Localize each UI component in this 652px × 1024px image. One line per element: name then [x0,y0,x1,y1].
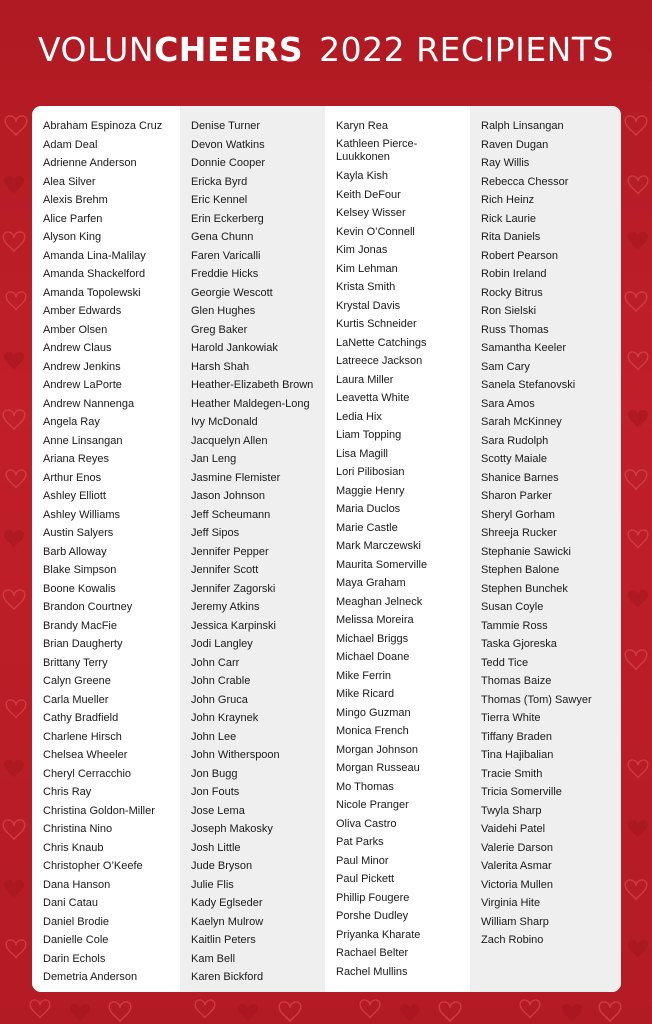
heart-icon [70,1004,90,1022]
heart-icon [4,176,24,194]
recipient-name: Ralph Linsangan [481,120,564,132]
heart-icon [3,232,25,251]
recipient-name: Tricia Somerville [481,786,562,798]
recipient-name: Rachel Mullins [336,965,408,978]
recipient-name: Karyn Rea [336,120,388,132]
recipient-name: Danielle Cole [43,934,109,946]
recipient-name: Adrienne Anderson [43,157,137,169]
recipient-name: Ron Sielski [481,305,537,317]
heart-icon [628,352,648,370]
recipient-name: Vaidehi Patel [481,823,546,835]
recipient-name: Brandon Courtney [43,601,133,613]
recipient-name: Rita Daniels [481,231,541,243]
recipient-name: Latreece Jackson [336,355,423,367]
heart-icon [625,470,647,489]
recipient-name: Valerie Darson [481,841,553,854]
recipient-name: Jon Fouts [191,786,240,798]
heart-icon [625,880,647,899]
recipient-name: Liam Topping [336,429,402,441]
recipient-name: Andrew Claus [43,342,112,354]
heart-icon [4,760,24,778]
heart-icon [360,1000,380,1018]
recipient-name: Alice Parfen [43,212,103,225]
recipient-name: Brandy MacFie [43,619,117,632]
recipient-name: Jennifer Scott [191,564,259,576]
recipient-name: Rocky Bitrus [481,286,543,299]
recipient-name: Amber Edwards [43,305,122,317]
recipient-name: Amber Olsen [43,323,108,336]
heart-icon [195,1000,215,1018]
recipient-name: Harold Jankowiak [191,342,278,354]
recipient-name: Dana Hanson [43,878,111,891]
recipient-name: Robin Ireland [481,268,547,280]
recipient-name: Laura Miller [336,373,394,386]
recipient-name: Ericka Byrd [191,175,248,188]
heart-icon [628,940,648,958]
recipient-name: Alyson King [43,231,102,243]
recipient-name: Amanda Shackelford [43,268,146,280]
recipient-name: Carla Mueller [43,693,109,706]
recipient-name: Heather Maldegen-Long [191,397,310,410]
recipient-name: Monica French [336,725,409,737]
recipient-name: Denise Turner [191,120,261,132]
recipient-name: Charlene Hirsch [43,730,122,743]
recipient-name: John Crable [191,675,251,687]
heart-icon [520,1000,540,1018]
recipient-name: Amanda Topolewski [43,286,141,299]
heart-icon [625,116,647,135]
recipient-name: Russ Thomas [481,323,549,336]
recipient-name: Barb Alloway [43,545,107,558]
recipient-name: Greg Baker [191,323,248,336]
recipient-name: Kaelyn Mulrow [191,915,264,928]
title-cheers: CHEERS [154,30,304,69]
recipient-name: Morgan Johnson [336,743,418,756]
recipient-name: Kevin O’Connell [336,225,415,238]
heart-icon [628,410,648,428]
recipient-name: Mike Ricard [336,688,395,700]
recipient-name: Michael Briggs [336,632,409,645]
recipient-name: Leavetta White [336,392,410,404]
heart-icon [628,176,648,194]
recipient-name: Twyla Sharp [481,804,542,817]
recipient-name: Ray Willis [481,157,530,169]
title-volun: VOLUN [38,30,155,69]
recipient-name: Brian Daugherty [43,638,123,650]
heart-icon [3,820,25,839]
recipient-name: Melissa Moreira [336,614,414,626]
recipient-name: Rachael Belter [336,947,409,959]
recipient-name: Mike Ferrin [336,669,392,682]
recipient-name: Ivy McDonald [191,416,258,428]
recipient-name: Andrew LaPorte [43,379,122,391]
heart-icon [439,1002,461,1021]
recipient-name: William Sharp [481,915,549,928]
recipient-name: Cheryl Cerracchio [43,767,132,780]
recipient-name: Victoria Mullen [481,878,553,891]
recipient-name: Rich Heinz [481,194,535,206]
recipient-name: Jude Bryson [191,860,253,872]
recipient-name: Cathy Bradfield [43,712,119,724]
heart-icon [109,1002,131,1021]
recipient-name: Sanela Stefanovski [481,379,576,391]
heart-icon [628,820,648,838]
recipient-name: Gena Chunn [191,231,254,243]
recipient-name: Brittany Terry [43,656,108,669]
recipient-name: Amanda Lina-Malilay [43,249,146,262]
recipient-name: Stephen Bunchek [481,582,568,595]
recipient-name: Jennifer Pepper [191,545,269,558]
recipient-name: Virginia Hite [481,897,541,909]
recipient-name: Shreeja Rucker [481,527,557,539]
recipient-name: Devon Watkins [191,138,265,151]
recipient-name: Julie Flis [191,878,234,891]
heart-icon [4,880,24,898]
recipient-name: Thomas (Tom) Sawyer [481,693,592,706]
recipient-name: Ashley Elliott [43,490,106,502]
recipient-name: Jacquelyn Allen [191,434,268,447]
recipient-name: Jose Lema [191,804,245,817]
recipient-name: Krista Smith [336,281,396,293]
recipient-name: Eric Kennel [191,194,248,206]
recipient-name: Mingo Guzman [336,706,411,719]
recipient-name: Rick Laurie [481,212,537,225]
recipient-name: Marie Castle [336,521,398,534]
heart-icon [238,1004,258,1022]
heart-icon [562,1004,582,1022]
recipient-name: Jeff Sipos [191,527,240,539]
recipient-name: Christopher O’Keefe [43,860,143,872]
page-title [0,30,652,69]
recipient-name: Alexis Brehm [43,194,108,206]
recipient-name: Chelsea Wheeler [43,749,128,761]
recipient-name: John Gruca [191,693,248,706]
recipient-name: Sarah McKinney [481,416,562,428]
recipient-name: Sara Amos [481,397,535,410]
recipient-name: Abraham Espinoza Cruz [43,120,163,132]
heart-icon [4,530,24,548]
heart-icon [628,530,648,548]
recipient-name: Andrew Jenkins [43,360,121,373]
recipient-name: Anne Linsangan [43,434,123,447]
recipient-name: Freddie Hicks [191,268,259,280]
recipient-name: Sharon Parker [481,490,552,502]
recipient-name: Ledia Hix [336,410,382,423]
recipient-name: Stephanie Sawicki [481,545,571,558]
heart-icon [4,352,24,370]
recipient-name: Priyanka Kharate [336,928,421,941]
recipient-name: Scotty Maiale [481,453,548,465]
heart-icon [6,292,26,310]
recipient-name: Samantha Keeler [481,342,566,354]
recipient-name: John Carr [191,656,240,669]
recipient-name: Andrew Nannenga [43,397,135,410]
recipient-name: Kim Lehman [336,262,398,275]
recipient-name: Jason Johnson [191,490,265,502]
recipient-name: Jon Bugg [191,767,238,780]
recipient-name: Josh Little [191,841,241,854]
recipient-name: Daniel Brodie [43,915,110,928]
heart-icon [3,590,25,609]
recipient-column-2 [180,106,325,992]
recipient-name: Jodi Langley [191,638,253,650]
recipient-name: Sara Rudolph [481,434,549,447]
recipient-name: Phillip Fougere [336,891,410,904]
recipient-name: Oliva Castro [336,817,397,830]
recipient-name: Georgie Wescott [191,286,273,299]
recipient-name: Angela Ray [43,416,100,428]
recipient-name: Chris Knaub [43,841,104,854]
recipient-name: Kurtis Schneider [336,318,417,330]
heart-icon [6,940,26,958]
recipient-name: Harsh Shah [191,360,250,373]
recipient-name: Paul Pickett [336,873,395,885]
recipient-name: LaNette Catchings [336,336,427,349]
recipient-name: Mo Thomas [336,780,394,793]
recipient-name: Michael Doane [336,651,410,663]
recipient-name: Calyn Greene [43,675,111,687]
recipient-name: Donnie Cooper [191,157,265,169]
heart-icon [400,1004,420,1022]
recipient-name: Karen Bickford [191,971,264,983]
recipient-name: Robert Pearson [481,249,559,262]
recipient-name: Adam Deal [43,138,98,151]
recipient-name: Heather-Elizabeth Brown [191,379,314,391]
recipient-name: Shanice Barnes [481,471,559,484]
heart-icon [628,590,648,608]
recipient-name: John Kraynek [191,712,259,724]
recipient-name: Thomas Baize [481,675,552,687]
recipient-name: Kathleen Pierce-Luukkonen [336,137,418,163]
title-recipients: 2022 RECIPIENTS [319,30,614,69]
recipient-name: Jeff Scheumann [191,508,271,521]
recipient-name: Kim Jonas [336,244,388,256]
recipient-name: Kady Eglseder [191,897,263,909]
recipient-name: Chris Ray [43,786,92,798]
recipient-name: Valerita Asmar [481,860,552,872]
recipient-name: Taska Gjoreska [481,638,557,650]
recipient-name: Ashley Williams [43,508,121,521]
recipient-name: Susan Coyle [481,601,544,613]
recipient-name: Ariana Reyes [43,453,110,465]
recipient-name: Stephen Balone [481,564,560,576]
heart-icon [628,232,648,250]
recipient-name: Pat Parks [336,836,384,848]
recipient-name: Jasmine Flemister [191,471,281,484]
recipient-name: Jeremy Atkins [191,601,260,613]
heart-icon [599,1002,621,1021]
recipient-name: Maya Graham [336,577,406,589]
heart-icon [6,470,26,488]
recipient-name: Tierra White [481,712,541,724]
recipient-name: Kam Bell [191,952,236,965]
heart-icon [628,760,648,778]
recipients-card [32,106,621,992]
recipient-name: Kayla Kish [336,170,388,182]
recipient-name: Raven Dugan [481,138,549,151]
recipient-name: Rebecca Chessor [481,175,569,188]
recipient-name: Blake Simpson [43,564,117,576]
heart-icon [3,410,25,429]
recipient-column-3 [325,106,470,992]
recipient-name: Tiffany Braden [481,730,552,743]
recipient-name: Lisa Magill [336,447,388,460]
recipient-name: Demetria Anderson [43,971,138,983]
recipient-name: Joseph Makosky [191,823,273,835]
recipient-name: Christina Nino [43,823,113,835]
recipient-name: Lori Pilibosian [336,466,405,478]
recipient-name: Jennifer Zagorski [191,582,276,595]
recipient-name: John Witherspoon [191,749,280,761]
recipient-name: Morgan Russeau [336,762,420,774]
heart-icon [5,116,27,135]
recipient-name: Dani Catau [43,897,99,909]
heart-icon [30,1000,50,1018]
recipient-name: Nicole Pranger [336,799,409,811]
recipient-name: Boone Kowalis [43,582,116,595]
recipient-name: Paul Minor [336,854,389,867]
recipient-name: Tedd Tice [481,656,529,669]
recipient-name: Austin Salyers [43,527,114,539]
recipient-name: Krystal Davis [336,299,401,312]
recipient-name: Faren Varicalli [191,249,261,262]
recipient-name: Meaghan Jelneck [336,595,423,608]
recipient-column-1 [32,106,177,992]
recipient-name: Kelsey Wisser [336,207,406,219]
recipient-name: Maurita Somerville [336,558,428,571]
recipient-name: John Lee [191,730,237,743]
recipient-name: Tracie Smith [481,767,543,780]
heart-icon [279,1002,301,1021]
recipient-column-4 [470,106,621,992]
recipient-name: Jessica Karpinski [191,619,276,632]
recipient-name: Tammie Ross [481,619,548,632]
recipient-name: Sheryl Gorham [481,508,555,521]
recipient-name: Erin Eckerberg [191,212,264,225]
recipient-name: Keith DeFour [336,188,401,201]
recipient-name: Zach Robino [481,934,544,946]
recipient-name: Maggie Henry [336,484,405,497]
heart-icon [625,292,647,311]
recipient-name: Maria Duclos [336,503,401,515]
recipient-name: Porshe Dudley [336,910,409,922]
recipient-name: Darin Echols [43,952,106,965]
heart-icon [6,700,26,718]
recipient-name: Tina Hajibalian [481,749,554,761]
recipient-name: Glen Hughes [191,305,256,317]
recipient-name: Mark Marczewski [336,540,421,552]
recipient-name: Arthur Enos [43,471,102,484]
recipient-name: Sam Cary [481,360,530,373]
recipient-name: Kaitlin Peters [191,934,256,946]
recipient-name: Alea Silver [43,175,96,188]
recipient-name: Christina Goldon-Miller [43,804,155,817]
heart-icon [625,650,647,669]
recipient-name: Jan Leng [191,453,237,465]
